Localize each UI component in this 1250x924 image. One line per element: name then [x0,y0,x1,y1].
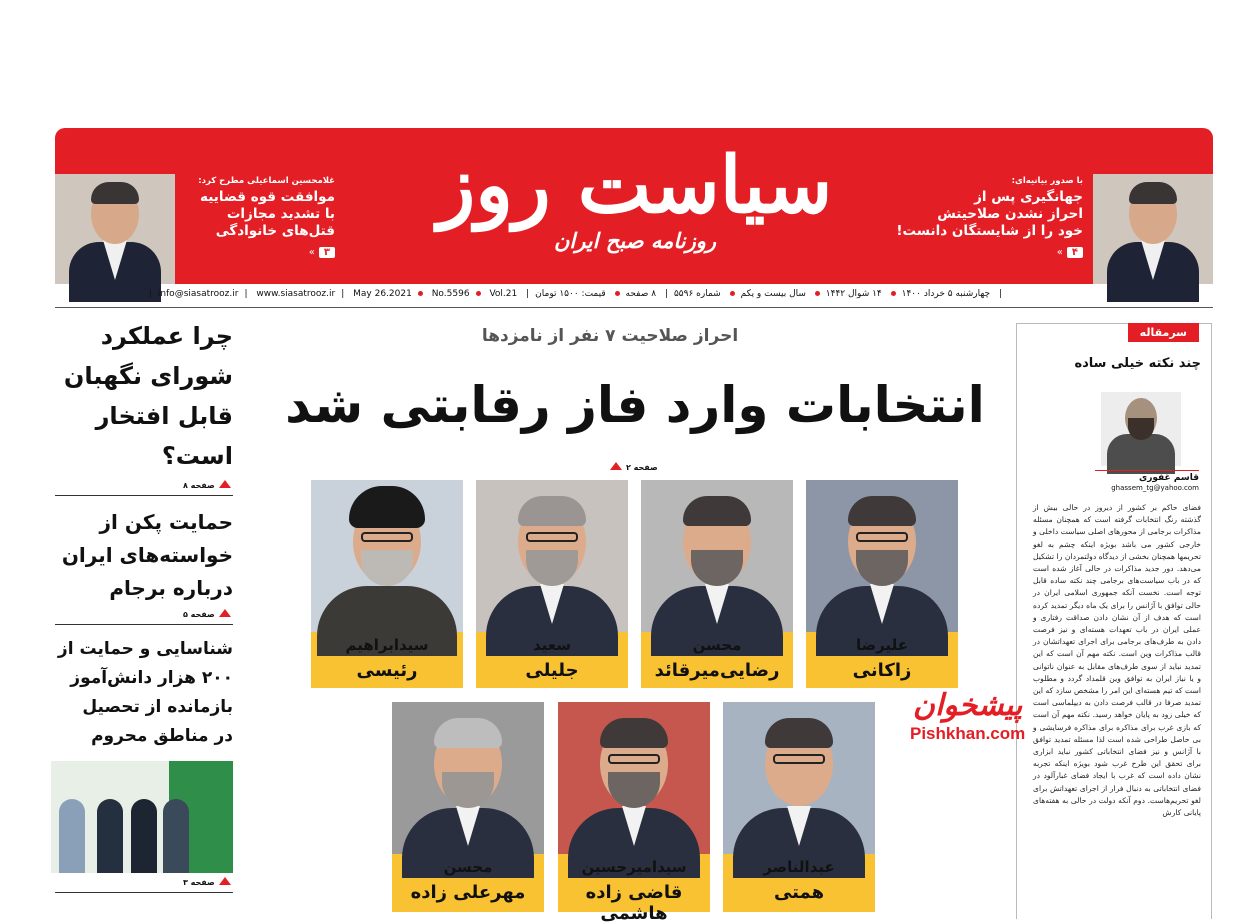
divider [55,307,1213,308]
candidate-last-name: جلیلی [525,660,579,681]
issue-number-en: No.5596 [431,289,470,299]
red-triangle-icon [219,877,231,885]
main-headline[interactable]: انتخابات وارد فاز رقابتی شد [285,376,985,434]
editorial-title: چند نکته خیلی ساده [1074,356,1201,371]
red-triangle-icon [219,480,231,488]
author-name: قاسم غفوری [1095,470,1199,483]
author-photo [1101,392,1181,466]
masthead [55,128,1213,284]
headline-line: ۲۰۰ هزار دانش‌آموز [70,668,233,688]
double-arrow-icon: » [308,247,315,258]
masthead-right-teaser[interactable] [883,128,1213,284]
headline-line: در مناطق محروم [91,726,233,746]
newspaper-subtitle: روزنامه صبح ایران [553,228,717,253]
candidate-card[interactable] [476,480,628,688]
story-headline[interactable] [55,506,233,605]
teaser-portrait [55,174,175,284]
candidate-last-name: زاکانی [852,660,912,681]
candidate-card[interactable] [806,480,958,688]
teaser-headline-line: خود را از شایستگان دانست! [896,223,1083,239]
headline-line: شناسایی و حمایت از [57,639,233,659]
issue-date-fa: چهارشنبه ۵ خرداد ۱۴۰۰ [901,289,991,299]
editorial-body: فضای حاکم بر کشور از دیروز در حالی بیش از گذشته رنگ انتخابات گرفته است که همچنان مسئله مذاکرات برجامی از محورهای اصلی سیاست داخلی و خارجی کشور می باشد بویژه اینکه چشم به لغو تحریمها همچنان بخشی از دیدگاه دولتمردان را تشکیل می‌دهد. دور جدید مذاکرات در حالی آغاز شده است که در باب سیاست‌های برجامی چند نکته ساده قابل توجه است. نخست آنکه جمهوری اسلامی ایران در حالی توافق با آژانس را برای یک ماه دیگر تمدید کرده است که هدف از آن نشان دادن صداقت رفتاری و عملی ایران در باب تعهدات هسته‌ای و نیز فرصت دادن به طرف‌های برجامی برای اجرای تعهداتشان در قالب مذاکرات وین است. نکته مهم آن است که این تمدید نباید از سوی طرف‌های مقابل به عنوان ناتوانی و یا نیاز ایران به توافق وین قلمداد گردد و مطلوب است که تیم هسته‌ای این امر را مشخص سازد که این تمدید صرفا در قالب فرصت دادن به دیپلماسی است که خیلی زود به پایان خواهد رسید. نکته مهم آن است که بازی غرب برای مذاکره برای مذاکره فرسایشی و بی حاصل طراحی شده است لذا مسئله تمدید توافق با آژانس و نیز فضای انتخاباتی کشور نباید ابزاری برای تحقق این طرح غرب شود بویژه اینکه تجربه نشان داده است که غرب با ایجاد فضای غبارآلود در فضای انتخاباتی به دنبال فرار از اجرای تعهداتش برای لغو تحریم‌هاست. دوم آنکه دولت در حالی به هفته‌های پایانی کارش [1033,503,1201,818]
candidate-photo [723,702,875,854]
teaser-kicker: غلامحسین اسماعیلی مطرح کرد: [198,176,335,186]
issue-number: شماره ۵۵۹۶ [673,289,721,299]
newspaper-title: سیاست روز [437,140,833,231]
candidate-photo [311,480,463,632]
teaser-portrait [1093,174,1213,284]
story-headline[interactable] [55,316,233,476]
left-column [55,316,233,893]
headline-line: حمایت پکن از [99,510,233,534]
watermark-fa: پیشخوان [912,688,1023,723]
teaser-page-number: ۳ [319,247,335,258]
newspaper-logo [435,136,835,253]
candidate-first-name: سیدابراهیم [345,636,429,654]
issue-info-line: | چهارشنبه ۵ خرداد ۱۴۰۰ ۱۴ شوال ۱۴۴۲ سال بیست و یکم شماره ۵۵۹۶| ۸ صفحه قیمت: ۱۵۰۰ تومان| info@siasatrooz.ir | www.siasatrooz.ir | May 26.2021 No.5596 Vol.21| [148,289,1002,299]
candidate-first-name: محسن [443,858,493,876]
candidate-card[interactable] [311,480,463,688]
headline-line: است؟ [161,442,233,470]
candidate-first-name: سعید [532,636,571,654]
headline-line: شورای نگهبان [63,362,233,390]
issue-date-hijri: ۱۴ شوال ۱۴۴۲ [825,289,882,299]
candidate-first-name: محسن [692,636,742,654]
red-triangle-icon [219,609,231,617]
headline-line: درباره برجام [109,576,233,600]
teaser-kicker: با صدور بیانیه‌ای: [1011,176,1083,186]
teaser-headline-line: موافقت قوه قضاییه [200,189,335,205]
main-kicker: احراز صلاحیت ۷ نفر از نامزدها [481,326,739,346]
editorial-column[interactable] [1016,323,1212,919]
issue-date-en: May 26.2021 [353,289,412,299]
teaser-headline-line: قتل‌های خانوادگی [215,223,335,239]
candidate-card[interactable] [723,702,875,912]
issue-year: سال بیست و یکم [740,289,806,299]
headline-line: قابل افتخار [95,402,233,430]
red-triangle-icon [610,462,622,470]
issue-price: قیمت: ۱۵۰۰ تومان [535,289,606,299]
teaser-headline-line: با تشدید مجازات [226,206,335,222]
headline-line: خواسته‌های ایران [61,543,233,567]
candidate-photo [476,480,628,632]
page-reference: صفحه ۸ [55,480,233,496]
candidate-card[interactable] [392,702,544,912]
contact-email[interactable]: info@siasatrooz.ir [157,289,239,299]
masthead-left-teaser[interactable] [55,128,345,284]
candidate-first-name: سیدامیرحسین [581,858,687,876]
page-reference: صفحه ۵ [55,609,233,625]
watermark-en: Pishkhan.com [910,724,1026,743]
double-arrow-icon: » [1056,247,1063,258]
author-email: ghassem_tg@yahoo.com [1111,484,1199,492]
candidate-last-name: رئیسی [356,660,418,681]
candidate-photo [641,480,793,632]
candidate-photo [392,702,544,854]
issue-volume-en: Vol.21 [489,289,518,299]
candidate-last-name: رضایی‌میرقائد [654,660,780,681]
candidate-last-name: قاضی زاده هاشمی [585,882,683,924]
candidate-photo [806,480,958,632]
candidate-card[interactable] [558,702,710,924]
issue-pages: ۸ صفحه [625,289,657,299]
pishkhan-watermark [910,688,1025,744]
page-reference: صفحه ۲ [610,462,658,472]
page-reference: صفحه ۳ [55,877,233,893]
website-link[interactable]: www.siasatrooz.ir [256,289,336,299]
teaser-headline-line: احراز نشدن صلاحیتش [937,206,1083,222]
teaser-headline-line: جهانگیری پس از [974,189,1083,205]
story-headline[interactable] [55,635,233,751]
candidate-photo [558,702,710,854]
candidate-card[interactable] [641,480,793,688]
candidate-first-name: علیرضا [856,636,908,654]
candidate-last-name: مهرعلی زاده [410,882,526,903]
headline-line: بازمانده از تحصیل [82,697,233,717]
candidate-first-name: عبدالناصر [763,858,835,876]
teaser-page-number: ۴ [1067,247,1083,258]
editorial-tag: سرمقاله [1128,323,1199,342]
story-photo [51,761,233,873]
candidate-last-name: همتی [773,882,825,903]
headline-line: چرا عملکرد [100,322,233,350]
